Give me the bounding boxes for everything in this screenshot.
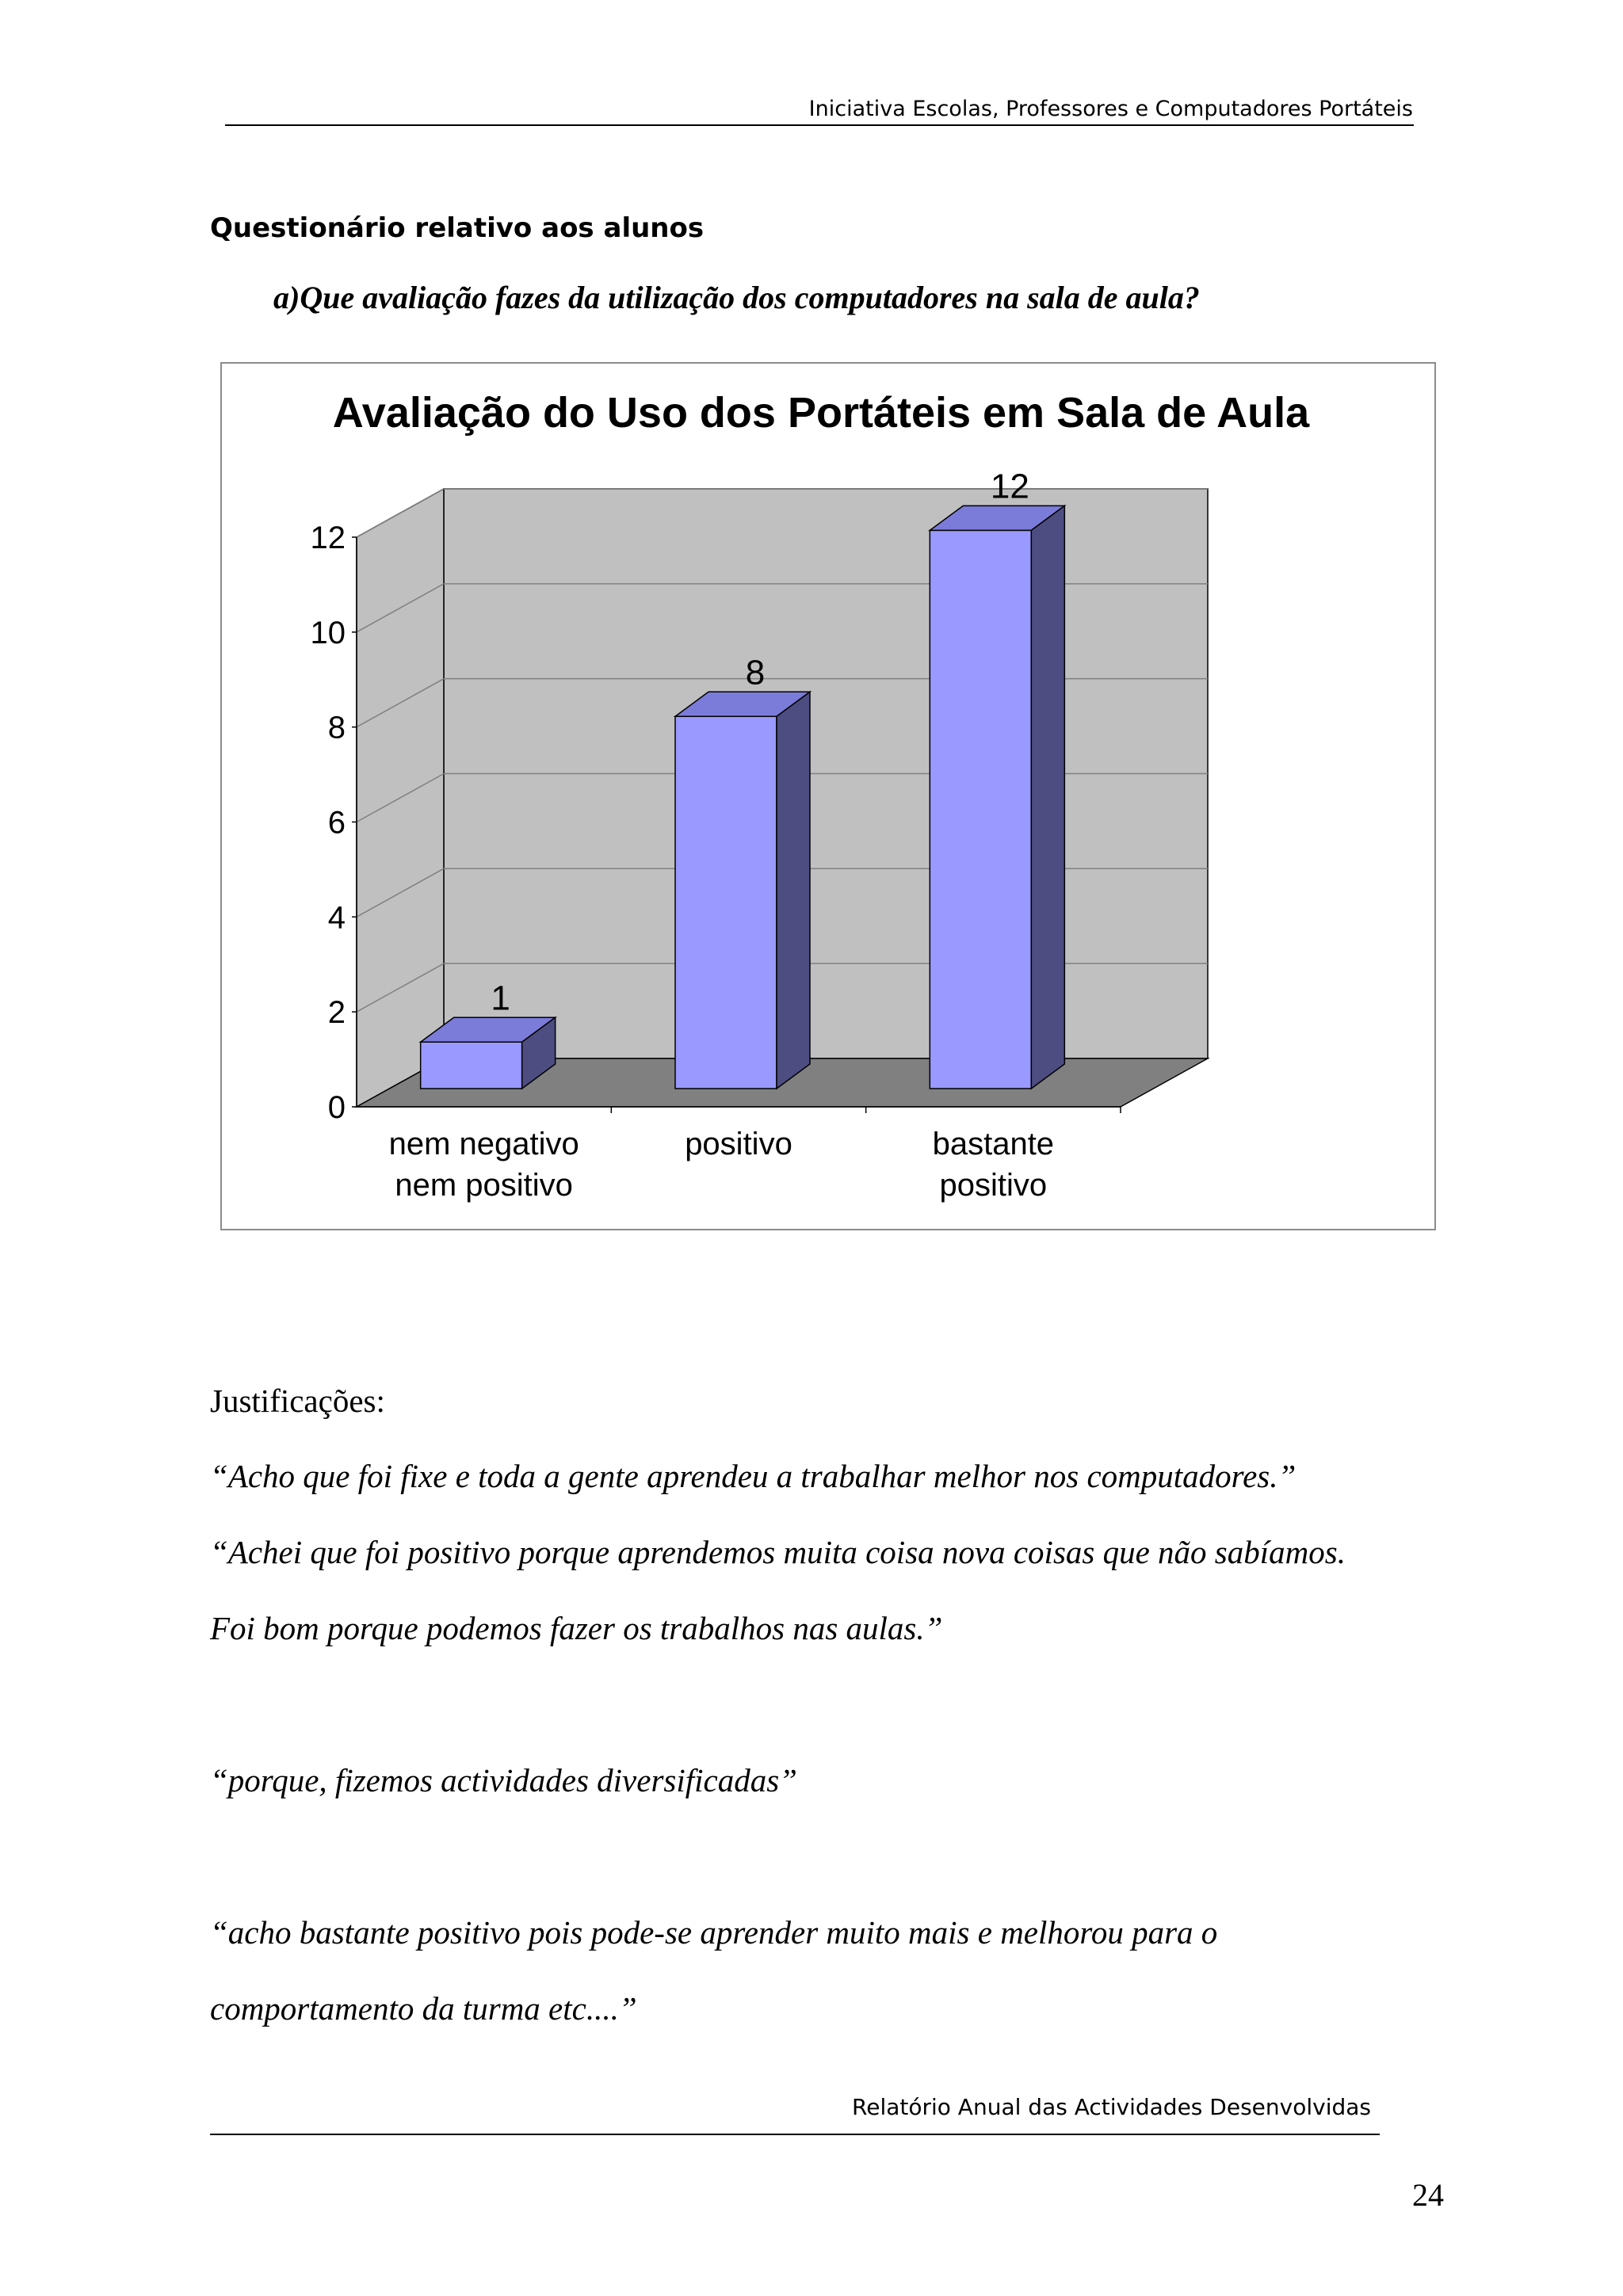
bar-chart [222,364,1438,1232]
data-label: 8 [745,653,766,692]
quote-line: “Achei que foi positivo porque aprendemos muita coisa nova coisas que não sabíamos. [210,1534,1346,1570]
quote-1 [210,1438,1421,1514]
data-label: 1 [491,978,510,1018]
bar [675,716,777,1089]
header-rule [225,124,1414,126]
y-tick-label: 4 [327,900,346,936]
quote-line: “Acho que foi fixe e toda a gente aprendeu a trabalhar melhor nos computadores.” [210,1458,1296,1494]
y-tick-label: 6 [327,805,346,841]
bar [930,530,1031,1089]
x-category-label: nem positivo [395,1168,573,1203]
x-category-label: nem negativo [388,1127,579,1161]
x-category-label: positivo [939,1168,1048,1203]
x-category-label: bastante [932,1127,1055,1161]
section-title: Questionário relativo aos alunos [210,212,705,244]
quote-2 [210,1514,1421,1666]
bar-side [777,692,810,1089]
quote-line: “porque, fizemos actividades diversificadas” [210,1762,797,1798]
bar [421,1042,522,1089]
chart-title: Avaliação do Uso dos Portáteis em Sala de Aula [332,389,1310,437]
y-tick-label: 2 [327,995,346,1031]
running-footer: Relatório Anual das Actividades Desenvolvidas [852,2094,1371,2120]
y-tick-label: 0 [327,1090,346,1125]
chart-frame [220,362,1436,1230]
y-tick-label: 12 [310,521,346,555]
quote-3 [210,1742,1421,1818]
data-label: 12 [990,467,1029,506]
running-header: Iniciativa Escolas, Professores e Computadores Portáteis [808,97,1413,121]
question-text: a)Que avaliação fazes da utilização dos computadores na sala de aula? [273,280,1200,315]
quote-4 [210,1894,1421,2046]
footer-rule [210,2134,1380,2135]
justifications-label: Justificações: [210,1383,385,1419]
x-category-label: positivo [685,1127,792,1161]
page-number: 24 [1412,2177,1444,2213]
quote-line: comportamento da turma etc....” [210,1990,637,2027]
bar-side [1031,505,1064,1089]
y-tick-label: 8 [327,710,346,746]
quote-line: “acho bastante positivo pois pode-se aprender muito mais e melhorou para o [210,1914,1218,1951]
y-tick-label: 10 [310,615,346,650]
quote-line: Foi bom porque podemos fazer os trabalhos nas aulas.” [210,1610,943,1646]
